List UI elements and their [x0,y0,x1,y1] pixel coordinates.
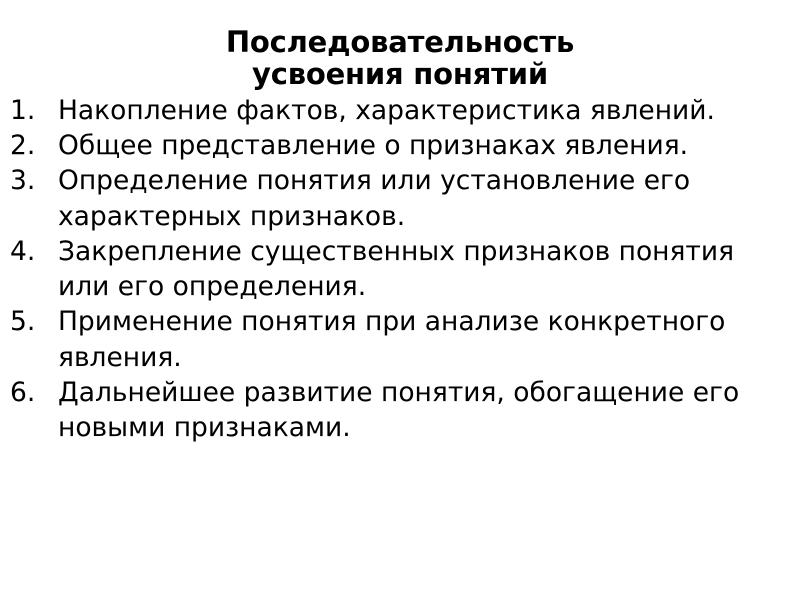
list-item-text: Определение понятия или установление его характерных признаков. [58,165,691,232]
page-title-line-2: усвоения понятий [252,57,548,92]
list-item [8,375,792,445]
list-item-text: Закрепление существенных признаков понятия или его определения. [58,235,735,303]
list-item-text: Общее представление о признаках явления. [58,130,689,162]
list-item [8,128,792,163]
list-item-text: Дальнейшее развитие понятия, обогащение его новыми признаками. [58,376,740,444]
list-item [8,163,792,233]
list-item-text: Накопление фактов, характеристика явлений. [58,94,715,126]
page-title [8,26,792,91]
list-item-text: Применение понятия при анализе конкретного явления. [58,306,726,373]
list-item [8,93,792,128]
page-title-line-1: Последовательность [225,25,575,59]
list-item [8,304,792,374]
list-item [8,234,792,304]
concept-steps-list [8,93,792,445]
